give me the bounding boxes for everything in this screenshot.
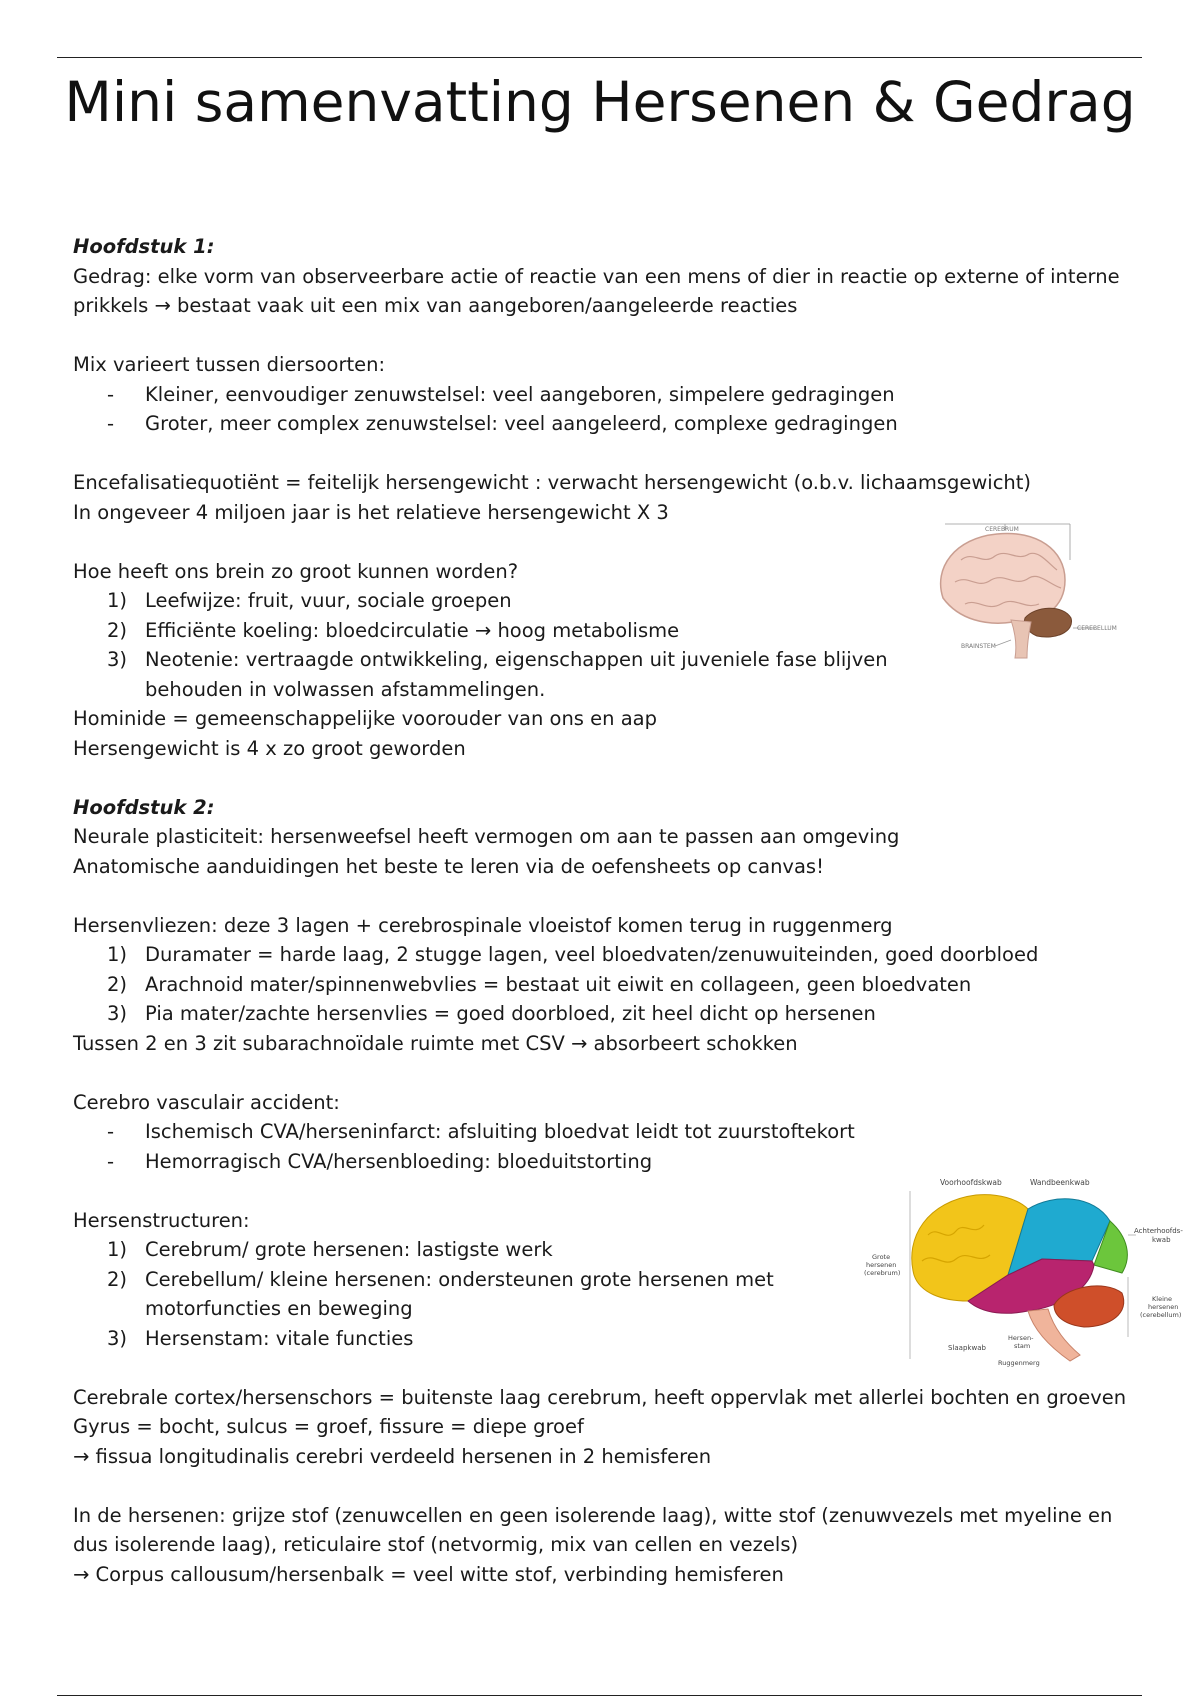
label-kleine-hersenen-3: (cerebellum) (1140, 1311, 1182, 1319)
paragraph-gedrag: Gedrag: elke vorm van observeerbare actie of reactie van een mens of dier in reactie op externe of interne prikkels → bestaat vaak uit een mix van aangeboren/aangeleerde reacties (73, 264, 1120, 317)
paragraph-cva: Cerebro vasculair accident: (73, 1090, 340, 1114)
label-ruggenmerg: Ruggenmerg (998, 1359, 1040, 1367)
list-item-text: Leefwijze: fruit, vuur, sociale groepen (145, 589, 512, 612)
list-item: 1) Duramater = harde laag, 2 stugge lagen, veel bloedvaten/zenuwuiteinden, goed doorbloed (107, 943, 1039, 966)
list-item-text: Ischemisch CVA/herseninfarct: afsluiting bloedvat leidt tot zuurstoftekort (145, 1120, 855, 1143)
paragraph-plasticiteit: Neurale plasticiteit: hersenweefsel heeft vermogen om aan te passen aan omgeving (73, 825, 900, 848)
label-slaapkwab: Slaapkwab (948, 1344, 986, 1352)
paragraph-mix: Mix varieert tussen diersoorten: (73, 353, 386, 376)
document-body (73, 232, 1133, 1589)
label-grote-hersenen-2: hersenen (866, 1261, 897, 1269)
list-item: 3) Neotenie: vertraagde ontwikkeling, eigenschappen uit juveniele fase blijven behouden in volwassen afstammelingen. (107, 648, 888, 701)
heading-chapter-1: Hoofdstuk 1: (73, 235, 215, 258)
brain-lobes-figure (858, 1165, 1195, 1375)
paragraph-hersenvliezen: Hersenvliezen: deze 3 lagen + cerebrospinale vloeistof komen terug in ruggenmerg (73, 913, 893, 937)
label-wandbeenkwab: Wandbeenkwab (1030, 1178, 1090, 1187)
label-hersenstam-2: stam (1014, 1342, 1031, 1350)
list-item-text: Arachnoid mater/spinnenwebvlies = bestaat uit eiwit en collageen, geen bloedvaten (145, 972, 972, 996)
paragraph-gyrus: Gyrus = bocht, sulcus = groef, fissure = diepe groef (73, 1415, 584, 1438)
list-item: 3) Pia mater/zachte hersenvlies = goed doorbloed, zit heel dicht op hersenen (107, 1002, 876, 1025)
label-voorhoofdskwab: Voorhoofdskwab (940, 1178, 1002, 1187)
paragraph-hersenstructuren: Hersenstructuren: (73, 1208, 250, 1232)
list-item-text: Efficiënte koeling: bloedcirculatie → hoog metabolisme (145, 618, 680, 642)
paragraph-cortex: Cerebrale cortex/hersenschors = buitenste laag cerebrum, heeft oppervlak met allerlei bochten en groeven (73, 1385, 1127, 1409)
label-grote-hersenen: Grote (872, 1253, 891, 1261)
paragraph-encefalisatie: Encefalisatiequotiënt = feitelijk hersengewicht : verwacht hersengewicht (o.b.v. lichaamsgewicht) (73, 471, 1032, 494)
list-item-text: Pia mater/zachte hersenvlies = goed doorbloed, zit heel dicht op hersenen (145, 1002, 876, 1025)
paragraph-groot: Hoe heeft ons brein zo groot kunnen worden? (73, 559, 519, 583)
label-hersenstam: Hersen- (1008, 1334, 1034, 1342)
label-cerebrum: CEREBRUM (985, 526, 1019, 533)
label-kleine-hersenen: Kleine (1152, 1295, 1172, 1303)
label-grote-hersenen-3: (cerebrum) (864, 1269, 901, 1277)
list-item-text: Neotenie: vertraagde ontwikkeling, eigenschappen uit juveniele fase blijven behouden in volwassen afstammelingen. (145, 648, 888, 701)
paragraph-miljoen: In ongeveer 4 miljoen jaar is het relatieve hersengewicht X 3 (73, 500, 669, 524)
paragraph-tussen: Tussen 2 en 3 zit subarachnoïdale ruimte met CSV → absorbeert schokken (73, 1031, 798, 1055)
list-item-text: Duramater = harde laag, 2 stugge lagen, veel bloedvaten/zenuwuiteinden, goed doorbloed (145, 943, 1039, 966)
label-achterhoofdskwab: Achterhoofds- (1134, 1227, 1183, 1235)
paragraph-hominide: Hominide = gemeenschappelijke voorouder van ons en aap (73, 707, 658, 730)
paragraph-stof: In de hersenen: grijze stof (zenuwcellen en geen isolerende laag), witte stof (zenuwvezels met myeline en dus isolerende laag), reticulaire stof (netvormig, mix van cellen en vezels) (73, 1503, 1113, 1556)
list-item: - Hemorragisch CVA/hersenbloeding: bloeduitstorting (107, 1149, 653, 1173)
paragraph-anatomie: Anatomische aanduidingen het beste te leren via de oefensheets op canvas! (73, 854, 824, 878)
cerebellum-shape (1025, 608, 1072, 637)
list-item: 3) Hersenstam: vitale functies (107, 1326, 414, 1350)
list-item: - Ischemisch CVA/herseninfarct: afsluiting bloedvat leidt tot zuurstoftekort (107, 1120, 855, 1143)
label-achterhoofdskwab-2: kwab (1152, 1236, 1171, 1244)
paragraph-hersengewicht: Hersengewicht is 4 x zo groot geworden (73, 736, 466, 760)
paragraph-fissura: → fissua longitudinalis cerebri verdeeld hersenen in 2 hemisferen (73, 1444, 712, 1468)
list-item: 2) Cerebellum/ kleine hersenen: ondersteunen grote hersenen met motorfuncties en beweging (107, 1267, 774, 1320)
paragraph-corpus: → Corpus callousum/hersenbalk = veel witte stof, verbinding hemisferen (73, 1562, 784, 1586)
list-item: 2) Efficiënte koeling: bloedcirculatie → hoog metabolisme (107, 618, 680, 642)
label-cerebellum: CEREBELLUM (1077, 625, 1117, 632)
list-item: - Groter, meer complex zenuwstelsel: veel aangeleerd, complexe gedragingen (107, 412, 898, 435)
list-item-text: Cerebellum/ kleine hersenen: ondersteunen grote hersenen met motorfuncties en beweging (145, 1267, 774, 1320)
list-item: 2) Arachnoid mater/spinnenwebvlies = bestaat uit eiwit en collageen, geen bloedvaten (107, 972, 972, 996)
top-rule (57, 57, 1142, 58)
list-item-text: Hersenstam: vitale functies (145, 1326, 414, 1350)
list-item-text: Cerebrum/ grote hersenen: lastigste werk (145, 1238, 553, 1261)
list-item-text: Hemorragisch CVA/hersenbloeding: bloeduitstorting (145, 1149, 653, 1173)
list-item: 1) Leefwijze: fruit, vuur, sociale groepen (107, 589, 512, 612)
page-title: Mini samenvatting Hersenen & Gedrag (64, 70, 1136, 134)
list-item-text: Kleiner, eenvoudiger zenuwstelsel: veel aangeboren, simpelere gedragingen (145, 382, 895, 406)
heading-chapter-2: Hoofdstuk 2: (73, 795, 215, 819)
label-kleine-hersenen-2: hersenen (1148, 1303, 1179, 1311)
brainstem-shape (1011, 620, 1031, 658)
brain-diagram-figure (925, 520, 1150, 670)
list-item: - Kleiner, eenvoudiger zenuwstelsel: veel aangeboren, simpelere gedragingen (107, 382, 895, 406)
list-item: 1) Cerebrum/ grote hersenen: lastigste werk (107, 1238, 553, 1261)
list-item-text: Groter, meer complex zenuwstelsel: veel aangeleerd, complexe gedragingen (145, 412, 898, 435)
bottom-rule (57, 1695, 1142, 1696)
label-brainstem: BRAINSTEM (961, 643, 996, 650)
